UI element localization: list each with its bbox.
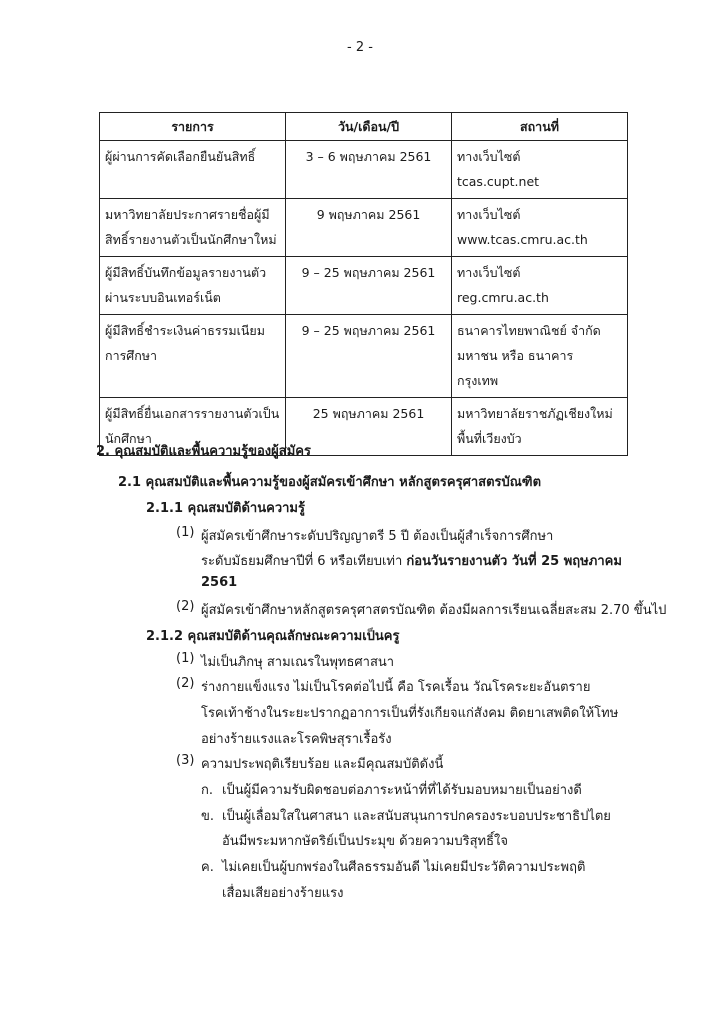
emphasis-text: ก่อนวันรายงานตัว วันที่ 25 พฤษภาคม — [406, 554, 622, 569]
item-text: ผู้มีสิทธิ์ชำระเงินค่าธรรมเนียม — [105, 323, 265, 338]
item-text: ผู้มีสิทธิ์บันทึกข้อมูลรายงานตัว — [105, 265, 267, 280]
place-cell — [452, 257, 628, 315]
place-text: reg.cmru.ac.th — [457, 290, 549, 305]
item-text: มหาวิทยาลัยประกาศรายชื่อผู้มี — [105, 207, 270, 222]
item-text: การศึกษา — [105, 348, 158, 363]
place-text: ทางเว็บไซต์ — [457, 149, 521, 164]
subsection-heading: 2.1 คุณสมบัติและพื้นความรู้ของผู้สมัครเข้าศึกษา หลักสูตรครุศาสตรบัณฑิต — [118, 475, 542, 490]
paragraph-line: ผู้สมัครเข้าศึกษาระดับปริญญาตรี 5 ปี ต้องเป็นผู้สำเร็จการศึกษา — [201, 529, 554, 544]
table-row — [100, 315, 628, 398]
date-cell: 9 – 25 พฤษภาคม 2561 — [286, 315, 452, 398]
place-text: www.tcas.cmru.ac.th — [457, 232, 588, 247]
list-number: (2) — [176, 676, 195, 691]
paragraph-line: ผู้สมัครเข้าศึกษาหลักสูตรครุศาสตรบัณฑิต ต้องมีผลการเรียนเฉลี่ยสะสม 2.70 ขึ้นไป — [201, 603, 667, 618]
paragraph-line: อย่างร้ายแรงและโรคพิษสุราเรื้อรัง — [201, 732, 392, 747]
header-date: วัน/เดือน/ปี — [286, 113, 452, 141]
item-text: ผู้ผ่านการคัดเลือกยืนยันสิทธิ์ — [105, 149, 256, 164]
item-text: สิทธิ์รายงานตัวเป็นนักศึกษาใหม่ — [105, 232, 277, 247]
page-number: - 2 - — [347, 40, 373, 55]
place-cell — [452, 315, 628, 398]
list-number: (3) — [176, 753, 195, 768]
list-number: (1) — [176, 525, 195, 540]
list-number: (2) — [176, 599, 195, 614]
paragraph-line: เป็นผู้มีความรับผิดชอบต่อภาระหน้าที่ที่ได้รับมอบหมายเป็นอย่างดี — [222, 783, 582, 798]
paragraph-line: ไม่เป็นภิกษุ สามเณรในพุทธศาสนา — [201, 655, 395, 670]
header-item: รายการ — [100, 113, 286, 141]
emphasis-text: 2561 — [201, 575, 238, 590]
section-heading: 2. คุณสมบัติและพื้นความรู้ของผู้สมัคร — [96, 444, 311, 459]
place-text: ทางเว็บไซต์ — [457, 207, 521, 222]
date-cell: 9 พฤษภาคม 2561 — [286, 199, 452, 257]
item-text: ผู้มีสิทธิ์ยื่นเอกสารรายงานตัวเป็น — [105, 406, 280, 421]
place-text: ธนาคารไทยพาณิชย์ จำกัด — [457, 323, 601, 338]
item-cell — [100, 199, 286, 257]
place-cell — [452, 398, 628, 456]
table-row — [100, 257, 628, 315]
subsection-heading: 2.1.2 คุณสมบัติด้านคุณลักษณะความเป็นครู — [146, 629, 400, 644]
paragraph-line: ความประพฤติเรียบร้อย และมีคุณสมบัติดังนี้ — [201, 757, 444, 772]
item-text: ผ่านระบบอินเทอร์เน็ต — [105, 290, 221, 305]
list-letter: ค. — [201, 860, 214, 875]
list-letter: ข. — [201, 809, 215, 824]
table-row — [100, 199, 628, 257]
paragraph-line: ร่างกายแข็งแรง ไม่เป็นโรคต่อไปนี้ คือ โรคเรื้อน วัณโรคระยะอันตราย — [201, 680, 591, 695]
paragraph-line: โรคเท้าช้างในระยะปรากฏอาการเป็นที่รังเกียจแก่สังคม ติดยาเสพติดให้โทษ — [201, 706, 619, 721]
place-cell — [452, 141, 628, 199]
place-cell — [452, 199, 628, 257]
place-text: กรุงเทพ — [457, 373, 499, 388]
header-place: สถานที่ — [452, 113, 628, 141]
place-text: มหาชน หรือ ธนาคาร — [457, 348, 574, 363]
paragraph-text: ระดับมัธยมศึกษาปีที่ 6 หรือเทียบเท่า — [201, 554, 407, 569]
place-text: มหาวิทยาลัยราชภัฏเชียงใหม่ — [457, 406, 613, 421]
paragraph-line: เสื่อมเสียอย่างร้ายแรง — [222, 886, 344, 901]
date-cell: 9 – 25 พฤษภาคม 2561 — [286, 257, 452, 315]
item-cell — [100, 257, 286, 315]
place-text: ทางเว็บไซต์ — [457, 265, 521, 280]
date-cell: 3 – 6 พฤษภาคม 2561 — [286, 141, 452, 199]
item-cell — [100, 141, 286, 199]
table-header-row — [100, 113, 628, 141]
place-text: พื้นที่เวียงบัว — [457, 431, 522, 446]
date-cell: 25 พฤษภาคม 2561 — [286, 398, 452, 456]
list-letter: ก. — [201, 783, 214, 798]
item-cell — [100, 315, 286, 398]
list-number: (1) — [176, 651, 195, 666]
item-text: นักศึกษา — [105, 431, 152, 446]
paragraph-line — [201, 550, 622, 571]
paragraph-line: ไม่เคยเป็นผู้บกพร่องในศีลธรรมอันดี ไม่เคยมีประวัติความประพฤติ — [222, 860, 586, 875]
paragraph-line: เป็นผู้เลื่อมใสในศาสนา และสนับสนุนการปกครองระบอบประชาธิปไตย — [222, 809, 611, 824]
schedule-table — [99, 112, 628, 456]
table-row — [100, 141, 628, 199]
place-text: tcas.cupt.net — [457, 174, 540, 189]
paragraph-line: อันมีพระมหากษัตริย์เป็นประมุข ด้วยความบริสุทธิ์ใจ — [222, 834, 508, 849]
subsection-heading: 2.1.1 คุณสมบัติด้านความรู้ — [146, 501, 305, 516]
